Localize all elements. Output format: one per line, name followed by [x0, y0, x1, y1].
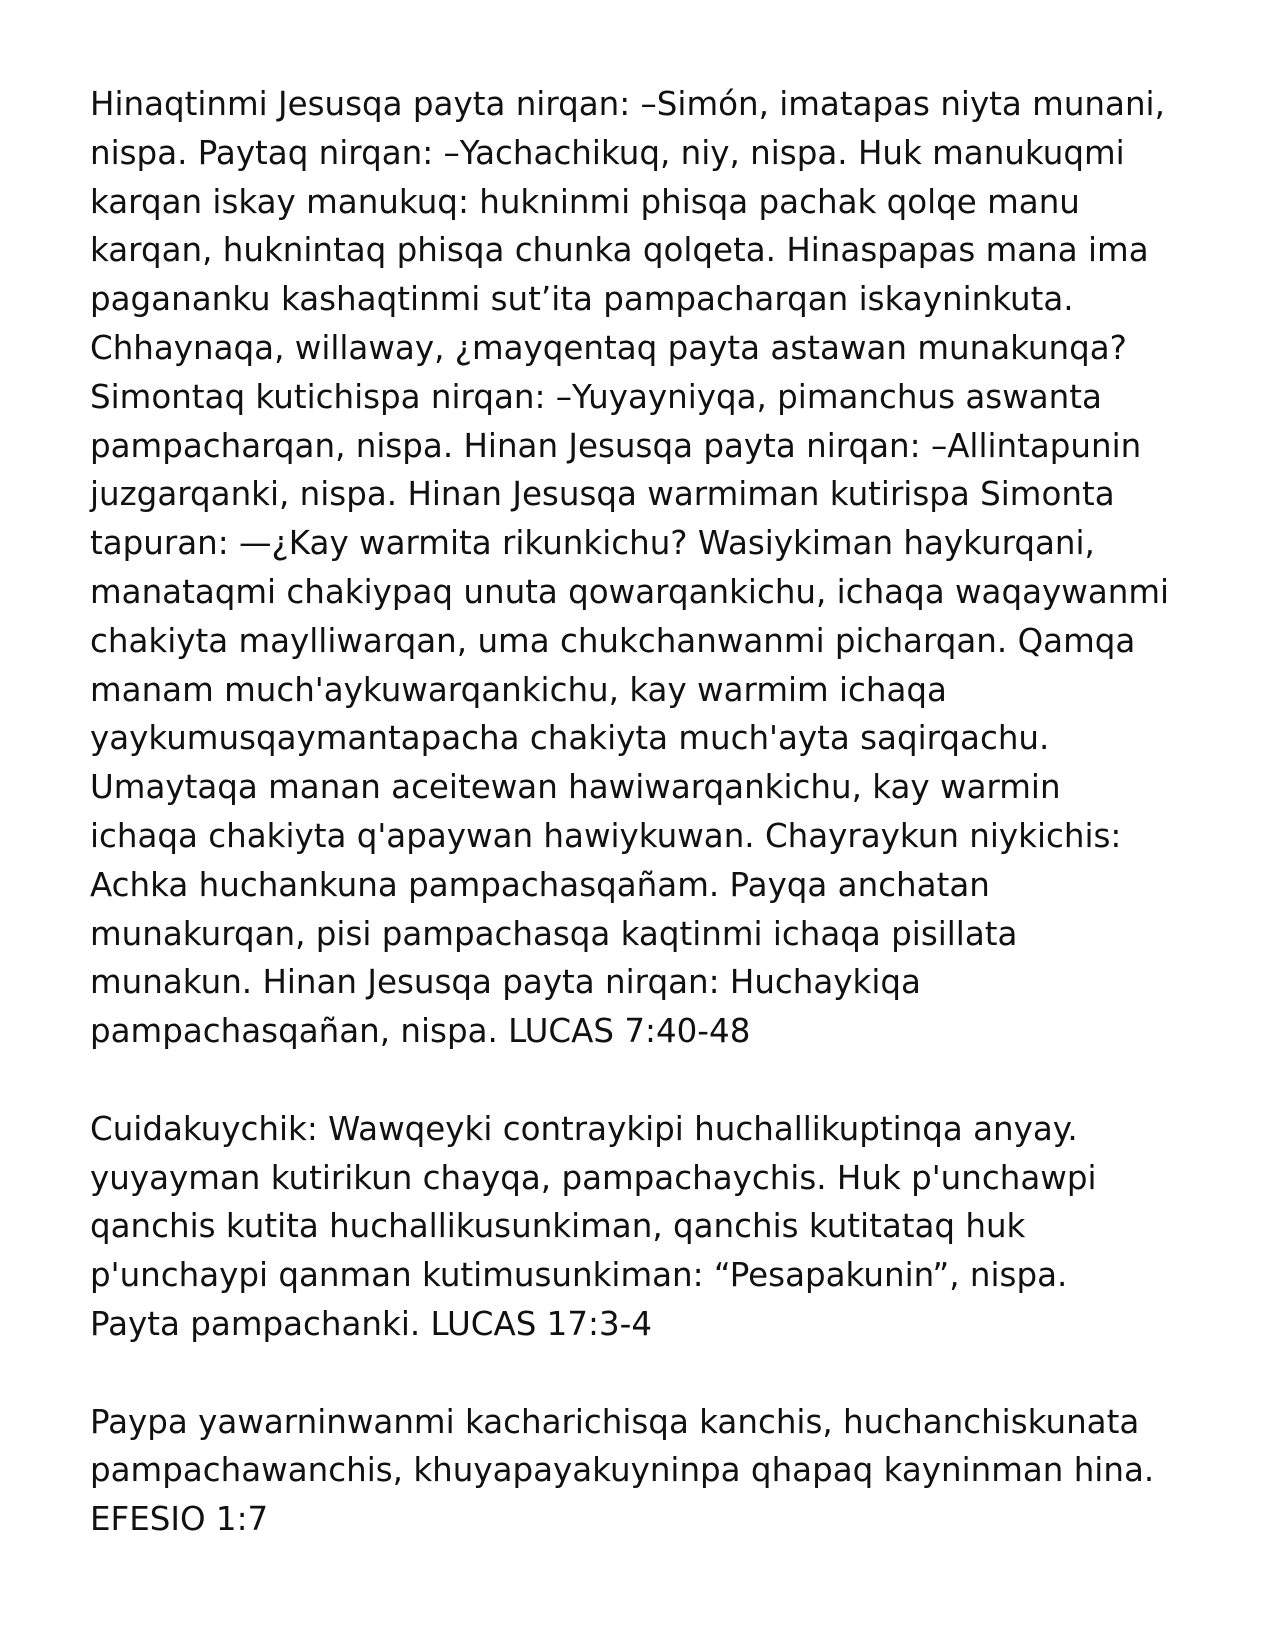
text-line: Umaytaqa manan aceitewan hawiwarqankichu, kay warmin: [90, 768, 1061, 807]
text-line: pampacharqan, nispa. Hinan Jesusqa payta nirqan: –Allintapunin: [90, 426, 1142, 465]
text-line: EFESIO 1:7: [90, 1500, 269, 1539]
paragraph-efesio: [90, 1398, 1200, 1544]
text-line: manam much'aykuwarqankichu, kay warmim ichaqa: [90, 670, 947, 709]
text-line: munakun. Hinan Jesusqa payta nirqan: Huchaykiqa: [90, 963, 921, 1002]
text-line: p'unchaypi qanman kutimusunkiman: “Pesapakunin”, nispa.: [90, 1256, 1068, 1295]
text-line: Hinaqtinmi Jesusqa payta nirqan: –Simón, imatapas niyta munani,: [90, 85, 1165, 123]
paragraph-lucas-17: [90, 1105, 1200, 1349]
text-line: munakurqan, pisi pampachasqa kaqtinmi ichaqa pisillata: [90, 914, 1018, 953]
text-line: Achka huchankuna pampachasqañam. Payqa anchatan: [90, 865, 990, 904]
text-line: Paypa yawarninwanmi kacharichisqa kanchis, huchanchiskunata: [90, 1402, 1140, 1441]
document-page: [90, 80, 1200, 1544]
text-line: manataqmi chakiypaq unuta qowarqankichu, ichaqa waqaywanmi: [90, 572, 1170, 611]
text-line: ichaqa chakiyta q'apaywan hawiykuwan. Chayraykun niykichis:: [90, 816, 1122, 855]
text-line: Chhaynaqa, willaway, ¿mayqentaq payta astawan munakunqa?: [90, 328, 1127, 367]
text-line: chakiyta maylliwarqan, uma chukchanwanmi picharqan. Qamqa: [90, 621, 1136, 660]
text-line: pampachasqañan, nispa. LUCAS 7:40-48: [90, 1012, 751, 1051]
text-line: pagananku kashaqtinmi sut’ita pampacharqan iskayninkuta.: [90, 280, 1074, 319]
text-line: Payta pampachanki. LUCAS 17:3-4: [90, 1304, 653, 1343]
text-line: pampachawanchis, khuyapayakuyninpa qhapaq kayninman hina.: [90, 1451, 1155, 1490]
text-line: Simontaq kutichispa nirqan: –Yuyayniyqa, pimanchus aswanta: [90, 377, 1102, 416]
text-line: karqan iskay manukuq: hukninmi phisqa pachak qolqe manu: [90, 182, 1080, 221]
text-line: tapuran: —¿Kay warmita rikunkichu? Wasiykiman haykurqani,: [90, 524, 1095, 563]
text-line: Cuidakuychik: Wawqeyki contraykipi huchallikuptinqa anyay.: [90, 1109, 1078, 1148]
text-line: yaykumusqaymantapacha chakiyta much'ayta saqirqachu.: [90, 719, 1050, 758]
paragraph-lucas-7: [90, 80, 1200, 1056]
text-line: karqan, huknintaq phisqa chunka qolqeta. Hinaspapas mana ima: [90, 231, 1149, 270]
text-line: juzgarqanki, nispa. Hinan Jesusqa warmiman kutirispa Simonta: [90, 475, 1115, 514]
text-line: nispa. Paytaq nirqan: –Yachachikuq, niy, nispa. Huk manukuqmi: [90, 133, 1125, 172]
text-line: yuyayman kutirikun chayqa, pampachaychis. Huk p'unchawpi: [90, 1158, 1097, 1197]
paragraph-spacer: [90, 1349, 1200, 1398]
text-line: qanchis kutita huchallikusunkiman, qanchis kutitataq huk: [90, 1207, 1026, 1246]
paragraph-spacer: [90, 1056, 1200, 1105]
